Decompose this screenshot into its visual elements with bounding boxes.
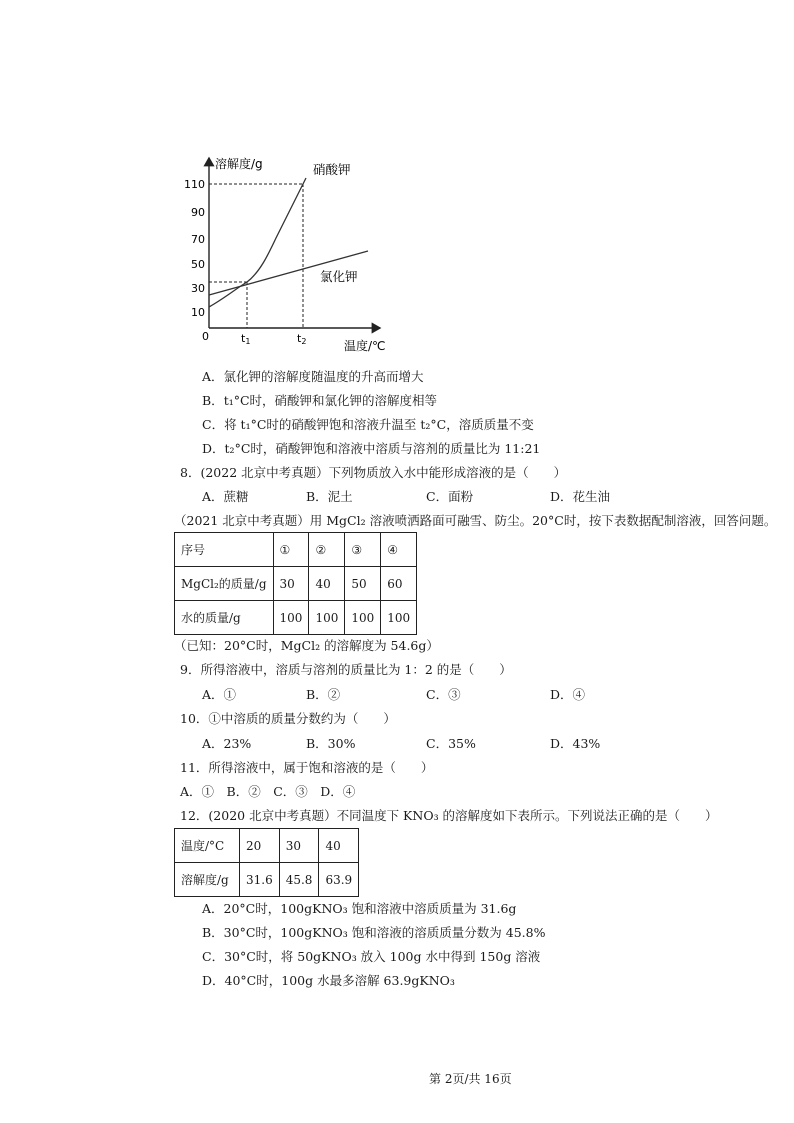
table-cell: ④ (381, 533, 417, 567)
q10-stem: 10．①中溶质的质量分数约为（ ） (180, 711, 396, 726)
table-cell: 40 (309, 567, 345, 601)
y-tick-label: 30 (191, 282, 205, 295)
q9-stem: 9．所得溶液中，溶质与溶剂的质量比为 1：2 的是（ ） (180, 662, 512, 677)
q10-option-d: D．43% (550, 736, 601, 751)
kno3-table (174, 828, 359, 897)
y-tick-label: 110 (184, 178, 205, 191)
q8-option-a: A．蔗糖 (202, 489, 249, 504)
q10-option-a: A．23% (202, 736, 252, 751)
y-tick-label: 10 (191, 306, 205, 319)
table-cell: MgCl₂的质量/g (175, 567, 274, 601)
table-row (175, 567, 417, 601)
y-axis-label: 溶解度/g (215, 157, 263, 171)
q8-option-c: C．面粉 (426, 489, 474, 504)
table-cell: 40 (319, 829, 359, 863)
table-cell: 温度/°C (175, 829, 240, 863)
q10-option-b: B．30% (306, 736, 356, 751)
y-tick-label: 90 (191, 206, 205, 219)
q7-option-b: B．t₁°C时，硝酸钾和氯化钾的溶解度相等 (202, 393, 438, 408)
q12-option-c: C．30°C时，将 50gKNO₃ 放入 100g 水中得到 150g 溶液 (202, 949, 541, 964)
table-cell: 31.6 (240, 863, 280, 897)
table-row (175, 863, 359, 897)
q8-stem: 8．(2022 北京中考真题）下列物质放入水中能形成溶液的是（ ） (180, 465, 567, 480)
table-cell: 100 (381, 601, 417, 635)
q7-option-c: C．将 t₁°C时的硝酸钾饱和溶液升温至 t₂°C，溶质质量不变 (202, 417, 534, 432)
solubility-note: （已知：20°C时，MgCl₂ 的溶解度为 54.6g） (174, 638, 439, 653)
y-tick-label: 70 (191, 233, 205, 246)
table-row (175, 601, 417, 635)
q9-intro: （2021 北京中考真题）用 MgCl₂ 溶液喷洒路面可融雪、防尘。20°C时，按下表数据配制溶液，回答问题。 (174, 513, 777, 528)
q9-option-c: C．③ (426, 687, 461, 702)
table-cell: 100 (273, 601, 309, 635)
table-cell: 溶解度/g (175, 863, 240, 897)
kcl-label: 氯化钾 (320, 269, 358, 284)
q8-option-d: D．花生油 (550, 489, 611, 504)
table-cell: 50 (345, 567, 381, 601)
table-cell: 60 (381, 567, 417, 601)
solubility-chart (180, 150, 390, 360)
q12-option-a: A．20°C时，100gKNO₃ 饱和溶液中溶质质量为 31.6g (202, 901, 517, 916)
table-cell: 63.9 (319, 863, 359, 897)
table-cell: 30 (279, 829, 319, 863)
q11-stem: 11．所得溶液中，属于饱和溶液的是（ ） (180, 760, 434, 775)
table-cell: 20 (240, 829, 280, 863)
q9-option-b: B．② (306, 687, 341, 702)
q12-stem: 12．(2020 北京中考真题）不同温度下 KNO₃ 的溶解度如下表所示。下列说法正确的是（ ） (180, 808, 718, 823)
mgcl2-table (174, 532, 417, 635)
table-cell: ② (309, 533, 345, 567)
table-cell: 45.8 (279, 863, 319, 897)
kno3-curve (209, 178, 306, 307)
table-cell: ① (273, 533, 309, 567)
q8-option-b: B．泥土 (306, 489, 353, 504)
table-row (175, 829, 359, 863)
q9-option-a: A．① (202, 687, 237, 702)
origin-label: 0 (202, 330, 209, 343)
table-row (175, 533, 417, 567)
y-tick-label: 50 (191, 258, 205, 271)
page-footer: 第 2页/共 16页 (429, 1072, 512, 1086)
table-cell: 水的质量/g (175, 601, 274, 635)
q11-options: A．① B．② C．③ D．④ (180, 784, 356, 799)
q7-option-d: D．t₂°C时，硝酸钾饱和溶液中溶质与溶剂的质量比为 11:21 (202, 441, 541, 456)
x-tick-label-t2: t2 (297, 332, 307, 346)
kno3-label: 硝酸钾 (313, 162, 351, 177)
table-cell: 100 (309, 601, 345, 635)
x-axis-label: 温度/℃ (344, 339, 386, 353)
q9-option-d: D．④ (550, 687, 586, 702)
q12-option-b: B．30°C时，100gKNO₃ 饱和溶液的溶质质量分数为 45.8% (202, 925, 546, 940)
table-cell: 30 (273, 567, 309, 601)
q12-option-d: D．40°C时，100g 水最多溶解 63.9gKNO₃ (202, 973, 455, 988)
table-cell: 序号 (175, 533, 274, 567)
x-tick-label-t1: t1 (241, 332, 251, 346)
table-cell: 100 (345, 601, 381, 635)
table-cell: ③ (345, 533, 381, 567)
q10-option-c: C．35% (426, 736, 476, 751)
q7-option-a: A．氯化钾的溶解度随温度的升高而增大 (202, 369, 424, 384)
